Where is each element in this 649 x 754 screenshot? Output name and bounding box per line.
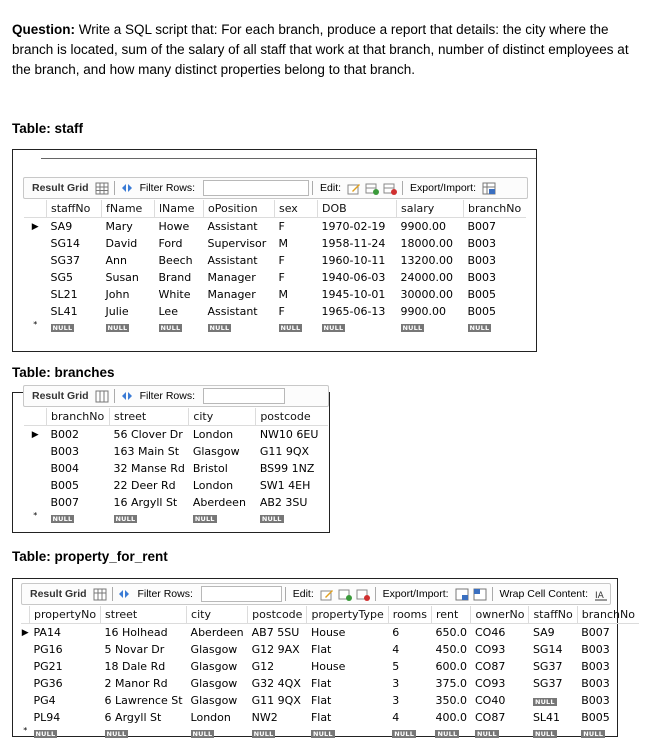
cell-street[interactable]: 16 Holhead: [104, 626, 168, 639]
column-header-street[interactable]: street: [101, 606, 187, 624]
result-grid-tab[interactable]: Result Grid: [32, 182, 89, 194]
cell-city[interactable]: Aberdeen: [192, 496, 246, 509]
cell-branchno[interactable]: B003: [467, 271, 497, 284]
new-row[interactable]: [21, 726, 639, 739]
column-header-postcode[interactable]: postcode: [256, 408, 329, 426]
new-row[interactable]: [24, 511, 328, 524]
row-marker-header: [24, 200, 47, 218]
column-header-staffno[interactable]: staffNo: [529, 606, 577, 624]
cell-rent[interactable]: 650.0: [435, 626, 467, 639]
cell-city[interactable]: Glasgow: [190, 677, 238, 690]
cell-propertytype[interactable]: House: [310, 660, 346, 673]
cell-oposition[interactable]: Assistant: [207, 220, 258, 233]
staff-grid: [24, 200, 526, 333]
delete-row-icon[interactable]: [356, 588, 370, 601]
export-icon[interactable]: [455, 588, 469, 601]
new-row-cell[interactable]: [47, 320, 102, 333]
new-row-cell[interactable]: [30, 726, 101, 739]
cell-postcode[interactable]: G32 4QX: [251, 677, 301, 690]
table-row[interactable]: [24, 218, 526, 236]
cell-salary[interactable]: 24000.00: [400, 271, 453, 284]
column-header-propertytype[interactable]: propertyType: [307, 606, 388, 624]
row-marker: [21, 709, 30, 726]
question-label: Question:: [12, 22, 75, 37]
column-header-branchno[interactable]: branchNo: [577, 606, 639, 624]
null-badge: NULL: [209, 324, 230, 332]
row-marker: [21, 692, 30, 709]
null-badge: NULL: [194, 515, 215, 523]
cell-sex[interactable]: F: [278, 305, 285, 318]
cell-ownerno[interactable]: CO87: [474, 660, 506, 673]
cell-branchno[interactable]: B005: [50, 479, 80, 492]
cell-ownerno[interactable]: CO93: [474, 643, 506, 656]
filter-refresh-icon[interactable]: [120, 182, 134, 195]
branches-grid: [24, 408, 328, 524]
cell-postcode[interactable]: G11 9QX: [251, 694, 301, 707]
row-marker: [24, 443, 47, 460]
null-badge: NULL: [323, 324, 344, 332]
filter-refresh-icon[interactable]: [120, 390, 134, 403]
cell-city[interactable]: London: [192, 428, 234, 441]
cell-rooms[interactable]: 4: [392, 711, 400, 724]
cell-oposition[interactable]: Manager: [207, 271, 256, 284]
cell-postcode[interactable]: G12 9AX: [251, 643, 300, 656]
cell-city[interactable]: Bristol: [192, 462, 228, 475]
staff-screenshot: [12, 149, 537, 352]
cell-sex[interactable]: F: [278, 271, 285, 284]
cell-city[interactable]: Aberdeen: [190, 626, 244, 639]
cell-city[interactable]: London: [192, 479, 234, 492]
cell-lname[interactable]: Howe: [158, 220, 190, 233]
table-row[interactable]: [24, 477, 328, 494]
cell-propertyno[interactable]: PA14: [33, 626, 61, 639]
cell-propertytype[interactable]: House: [310, 626, 346, 639]
table-row[interactable]: [24, 286, 526, 303]
column-header-dob[interactable]: DOB: [318, 200, 397, 218]
separator: [402, 181, 403, 195]
cell-city[interactable]: Glasgow: [190, 660, 238, 673]
new-row-cell[interactable]: [529, 726, 577, 739]
cell-staffno[interactable]: SA9: [50, 220, 73, 233]
cell-branchno[interactable]: B003: [50, 445, 80, 458]
export-import-label: Export/Import:: [382, 588, 449, 600]
cell-salary[interactable]: 18000.00: [400, 237, 453, 250]
new-row-cell[interactable]: [101, 726, 187, 739]
table-row[interactable]: [21, 692, 639, 709]
edit-label: Edit:: [320, 182, 342, 194]
cell-branchno[interactable]: B007: [581, 626, 610, 639]
row-marker: [24, 235, 47, 252]
cell-salary[interactable]: 9900.00: [400, 220, 446, 233]
new-row-cell[interactable]: [471, 726, 529, 739]
cell-branchno[interactable]: B005: [581, 711, 610, 724]
cell-postcode[interactable]: AB2 3SU: [259, 496, 308, 509]
cell-city[interactable]: Glasgow: [190, 694, 238, 707]
cell-city[interactable]: London: [190, 711, 231, 724]
table-row[interactable]: [21, 641, 639, 658]
cell-ownerno[interactable]: CO40: [474, 694, 506, 707]
table-row[interactable]: [24, 460, 328, 477]
new-row-cell[interactable]: [110, 511, 189, 524]
cell-staffno[interactable]: SL41: [50, 305, 78, 318]
cell-street[interactable]: 18 Dale Rd: [104, 660, 166, 673]
wrap-cell-icon[interactable]: [594, 588, 608, 601]
null-badge: NULL: [261, 515, 282, 523]
cell-street[interactable]: 6 Argyll St: [104, 711, 162, 724]
column-header-propertyno[interactable]: propertyNo: [30, 606, 101, 624]
branches-screenshot: [12, 392, 330, 533]
cell-propertytype[interactable]: Flat: [310, 643, 332, 656]
null-badge: NULL: [394, 730, 415, 738]
column-header-salary[interactable]: salary: [397, 200, 464, 218]
edit-pencil-icon[interactable]: [320, 588, 334, 601]
delete-row-icon[interactable]: [383, 182, 397, 195]
new-row-asterisk-icon: *: [33, 511, 38, 520]
new-row-cell[interactable]: [155, 320, 204, 333]
table-row[interactable]: [21, 658, 639, 675]
grid-icon[interactable]: [95, 390, 109, 403]
grid-icon[interactable]: [93, 588, 107, 601]
property-grid: [21, 606, 639, 739]
filter-rows-label: Filter Rows:: [137, 588, 193, 600]
row-marker: [24, 477, 47, 494]
cell-street[interactable]: 6 Lawrence St: [104, 694, 183, 707]
cell-street[interactable]: 22 Deer Rd: [113, 479, 176, 492]
cell-street[interactable]: 163 Main St: [113, 445, 180, 458]
edit-pencil-icon[interactable]: [347, 182, 361, 195]
row-marker: [24, 303, 47, 320]
cell-dob[interactable]: 1970-02-19: [321, 220, 386, 233]
new-row-cell[interactable]: [577, 726, 639, 739]
table-row[interactable]: [24, 269, 526, 286]
cell-postcode[interactable]: G12: [251, 660, 275, 673]
row-marker: [24, 494, 47, 511]
divider: [41, 158, 536, 159]
cell-lname[interactable]: Lee: [158, 305, 178, 318]
new-row-cell[interactable]: [307, 726, 388, 739]
row-marker: [21, 641, 30, 658]
separator: [492, 587, 493, 601]
cell-rooms[interactable]: 4: [392, 643, 400, 656]
cell-staffno[interactable]: SG37: [532, 677, 563, 690]
null-badge: NULL: [437, 730, 458, 738]
import-icon[interactable]: [473, 588, 487, 601]
separator: [312, 181, 313, 195]
cell-staffno[interactable]: SL21: [50, 288, 78, 301]
null-badge: NULL: [469, 324, 490, 332]
question-text: [12, 20, 637, 80]
row-marker: [21, 658, 30, 675]
cell-city[interactable]: Glasgow: [192, 445, 240, 458]
table-row[interactable]: [21, 709, 639, 726]
grid-icon[interactable]: [95, 182, 109, 195]
column-header-staffno[interactable]: staffNo: [47, 200, 102, 218]
cell-lname[interactable]: Ford: [158, 237, 183, 250]
null-badge: NULL: [115, 515, 136, 523]
table-row[interactable]: [24, 252, 526, 269]
cell-postcode[interactable]: NW2: [251, 711, 278, 724]
null-badge: NULL: [107, 324, 128, 332]
cell-branchno[interactable]: B002: [50, 428, 80, 441]
new-row[interactable]: [24, 320, 526, 333]
filter-rows-input[interactable]: [201, 586, 282, 602]
new-row-cell[interactable]: [318, 320, 397, 333]
new-row-asterisk-icon: *: [23, 726, 28, 735]
null-badge: NULL: [476, 730, 497, 738]
new-row-cell[interactable]: [256, 511, 329, 524]
cell-sex[interactable]: M: [278, 288, 288, 301]
grid-header-row: [21, 606, 639, 624]
table-row[interactable]: [24, 303, 526, 320]
cell-propertytype[interactable]: Flat: [310, 694, 332, 707]
cell-dob[interactable]: 1940-06-03: [321, 271, 386, 284]
cell-oposition[interactable]: Manager: [207, 288, 256, 301]
current-row-arrow-icon: ▶: [31, 221, 39, 232]
staff-toolbar: [23, 177, 528, 199]
cell-staffno[interactable]: SG14: [532, 643, 563, 656]
new-row-cell[interactable]: [248, 726, 307, 739]
result-grid-tab[interactable]: Result Grid: [30, 588, 87, 600]
cell-fname[interactable]: Mary: [105, 220, 133, 233]
result-grid-tab[interactable]: Result Grid: [32, 390, 89, 402]
cell-ownerno[interactable]: CO46: [474, 626, 506, 639]
null-badge: NULL: [253, 730, 274, 738]
null-badge: NULL: [52, 515, 73, 523]
null-badge: NULL: [52, 324, 73, 332]
branches-table-title: Table: branches: [12, 365, 115, 380]
cell-lname[interactable]: Brand: [158, 271, 192, 284]
column-header-street[interactable]: street: [110, 408, 189, 426]
cell-postcode[interactable]: SW1 4EH: [259, 479, 311, 492]
edit-label: Edit:: [292, 588, 314, 600]
cell-staffno[interactable]: SG14: [50, 237, 81, 250]
row-marker: [24, 252, 47, 269]
column-header-rent[interactable]: rent: [431, 606, 471, 624]
grid-header-row: [24, 200, 526, 218]
new-row-cell[interactable]: [388, 726, 431, 739]
column-header-sex[interactable]: sex: [275, 200, 318, 218]
separator: [114, 389, 115, 403]
null-badge: NULL: [106, 730, 127, 738]
branches-toolbar: [23, 385, 329, 407]
cell-salary[interactable]: 13200.00: [400, 254, 453, 267]
svg-text:IA: IA: [594, 590, 604, 601]
null-badge: NULL: [192, 730, 213, 738]
column-header-city[interactable]: city: [187, 606, 248, 624]
cell-propertyno[interactable]: PG4: [33, 694, 56, 707]
cell-salary[interactable]: 30000.00: [400, 288, 453, 301]
cell-fname[interactable]: Julie: [105, 305, 129, 318]
new-row-cell[interactable]: [275, 320, 318, 333]
null-badge: NULL: [534, 698, 555, 706]
new-row-cell[interactable]: [189, 511, 256, 524]
cell-oposition[interactable]: Supervisor: [207, 237, 267, 250]
cell-propertyno[interactable]: PG16: [33, 643, 63, 656]
cell-rent[interactable]: 400.0: [435, 711, 467, 724]
null-badge: NULL: [35, 730, 56, 738]
cell-street[interactable]: 32 Manse Rd: [113, 462, 185, 475]
new-row-asterisk-icon: *: [33, 320, 38, 329]
cell-postcode[interactable]: NW10 6EU: [259, 428, 319, 441]
table-row[interactable]: [24, 235, 526, 252]
table-row[interactable]: [21, 624, 639, 642]
new-row-cell[interactable]: [204, 320, 275, 333]
add-row-icon[interactable]: [365, 182, 379, 195]
row-marker-header: [24, 408, 47, 426]
cell-lname[interactable]: Beech: [158, 254, 193, 267]
column-header-lname[interactable]: lName: [155, 200, 204, 218]
cell-fname[interactable]: David: [105, 237, 138, 250]
cell-sex[interactable]: F: [278, 220, 285, 233]
question-body: Write a SQL script that: For each branch, produce a report that details: the city where the branch is located, sum of the salary of all staff that work at that branch, number of distinct employees at the branch, and how many distinct properties belong to that branch.: [12, 22, 629, 77]
cell-fname[interactable]: Ann: [105, 254, 127, 267]
column-header-postcode[interactable]: postcode: [248, 606, 307, 624]
cell-staffno[interactable]: SG5: [50, 271, 74, 284]
row-marker-header: [21, 606, 30, 624]
cell-ownerno[interactable]: CO93: [474, 677, 506, 690]
cell-postcode[interactable]: G11 9QX: [259, 445, 310, 458]
cell-branchno[interactable]: B004: [50, 462, 80, 475]
cell-rent[interactable]: 350.0: [435, 694, 467, 707]
cell-rent[interactable]: 600.0: [435, 660, 467, 673]
cell-rooms[interactable]: 3: [392, 677, 400, 690]
cell-rent[interactable]: 375.0: [435, 677, 467, 690]
table-row[interactable]: [24, 443, 328, 460]
add-row-icon[interactable]: [338, 588, 352, 601]
cell-staffno[interactable]: SG37: [532, 660, 563, 673]
cell-street[interactable]: 56 Clover Dr: [113, 428, 183, 441]
new-row-cell[interactable]: [102, 320, 155, 333]
table-row[interactable]: [24, 426, 328, 444]
null-badge: NULL: [534, 730, 555, 738]
separator: [375, 587, 376, 601]
cell-staffno[interactable]: SG37: [50, 254, 81, 267]
cell-sex[interactable]: F: [278, 254, 285, 267]
column-header-city[interactable]: city: [189, 408, 256, 426]
new-row-cell[interactable]: [47, 511, 110, 524]
cell-street[interactable]: 2 Manor Rd: [104, 677, 168, 690]
filter-refresh-icon[interactable]: [117, 588, 131, 601]
cell-fname[interactable]: John: [105, 288, 130, 301]
cell-branchno[interactable]: B003: [581, 694, 610, 707]
cell-branchno[interactable]: B007: [50, 496, 80, 509]
cell-oposition[interactable]: Assistant: [207, 305, 258, 318]
cell-ownerno[interactable]: CO87: [474, 711, 506, 724]
cell-rent[interactable]: 450.0: [435, 643, 467, 656]
cell-lname[interactable]: White: [158, 288, 191, 301]
cell-salary[interactable]: 9900.00: [400, 305, 446, 318]
cell-branchno[interactable]: B005: [467, 305, 497, 318]
null-badge: NULL: [160, 324, 181, 332]
new-row-cell[interactable]: [431, 726, 471, 739]
cell-propertytype[interactable]: Flat: [310, 711, 332, 724]
new-row-cell[interactable]: [464, 320, 527, 333]
null-badge: NULL: [402, 324, 423, 332]
column-header-ownerno[interactable]: ownerNo: [471, 606, 529, 624]
separator: [112, 587, 113, 601]
cell-branchno[interactable]: B003: [467, 237, 497, 250]
cell-rooms[interactable]: 3: [392, 694, 400, 707]
cell-city[interactable]: Glasgow: [190, 643, 238, 656]
cell-street[interactable]: 16 Argyll St: [113, 496, 178, 509]
column-header-oposition[interactable]: oPosition: [204, 200, 275, 218]
cell-staffno[interactable]: SA9: [532, 626, 555, 639]
cell-staffno[interactable]: SL41: [532, 711, 561, 724]
cell-staffno[interactable]: [529, 692, 577, 709]
column-header-branchno[interactable]: branchNo: [464, 200, 527, 218]
cell-branchno[interactable]: B003: [581, 677, 610, 690]
export-icon[interactable]: [482, 182, 496, 195]
new-row-cell[interactable]: [397, 320, 464, 333]
column-header-branchno[interactable]: branchNo: [47, 408, 110, 426]
cell-oposition[interactable]: Assistant: [207, 254, 258, 267]
null-badge: NULL: [280, 324, 301, 332]
cell-branchno[interactable]: B007: [467, 220, 497, 233]
cell-dob[interactable]: 1965-06-13: [321, 305, 386, 318]
row-marker: [21, 675, 30, 692]
null-badge: NULL: [312, 730, 333, 738]
column-header-fname[interactable]: fName: [102, 200, 155, 218]
property-screenshot: [12, 578, 635, 738]
cell-street[interactable]: 5 Novar Dr: [104, 643, 165, 656]
cell-postcode[interactable]: BS99 1NZ: [259, 462, 315, 475]
current-row-arrow-icon: ▶: [31, 429, 39, 440]
cell-dob[interactable]: 1945-10-01: [321, 288, 386, 301]
filter-rows-input[interactable]: [203, 180, 309, 196]
cell-propertyno[interactable]: PL94: [33, 711, 61, 724]
separator: [114, 181, 115, 195]
cell-branchno[interactable]: B003: [581, 660, 610, 673]
wrap-cell-label: Wrap Cell Content:: [499, 588, 588, 600]
cell-branchno[interactable]: B003: [581, 643, 610, 656]
cell-dob[interactable]: 1960-10-11: [321, 254, 386, 267]
row-marker: [24, 286, 47, 303]
grid-header-row: [24, 408, 328, 426]
filter-rows-label: Filter Rows:: [139, 182, 196, 194]
filter-rows-label: Filter Rows:: [139, 390, 196, 402]
cell-rooms[interactable]: 5: [392, 660, 400, 673]
cell-branchno[interactable]: B005: [467, 288, 497, 301]
cell-propertyno[interactable]: PG36: [33, 677, 63, 690]
staff-table-title: Table: staff: [12, 121, 84, 136]
null-badge: NULL: [583, 730, 604, 738]
cell-fname[interactable]: Susan: [105, 271, 139, 284]
cell-sex[interactable]: M: [278, 237, 288, 250]
property-toolbar: [21, 583, 611, 605]
cell-dob[interactable]: 1958-11-24: [321, 237, 386, 250]
cell-postcode[interactable]: AB7 5SU: [251, 626, 300, 639]
table-row[interactable]: [21, 675, 639, 692]
cell-propertytype[interactable]: Flat: [310, 677, 332, 690]
export-import-label: Export/Import:: [410, 182, 476, 194]
cell-branchno[interactable]: B003: [467, 254, 497, 267]
table-row[interactable]: [24, 494, 328, 511]
filter-rows-input[interactable]: [203, 388, 285, 404]
separator: [285, 587, 286, 601]
row-marker: [24, 269, 47, 286]
property-table-title: Table: property_for_rent: [12, 549, 168, 564]
new-row-cell[interactable]: [187, 726, 248, 739]
column-header-rooms[interactable]: rooms: [388, 606, 431, 624]
cell-rooms[interactable]: 6: [392, 626, 400, 639]
row-marker: [24, 460, 47, 477]
current-row-arrow-icon: ▶: [21, 627, 29, 638]
cell-propertyno[interactable]: PG21: [33, 660, 63, 673]
